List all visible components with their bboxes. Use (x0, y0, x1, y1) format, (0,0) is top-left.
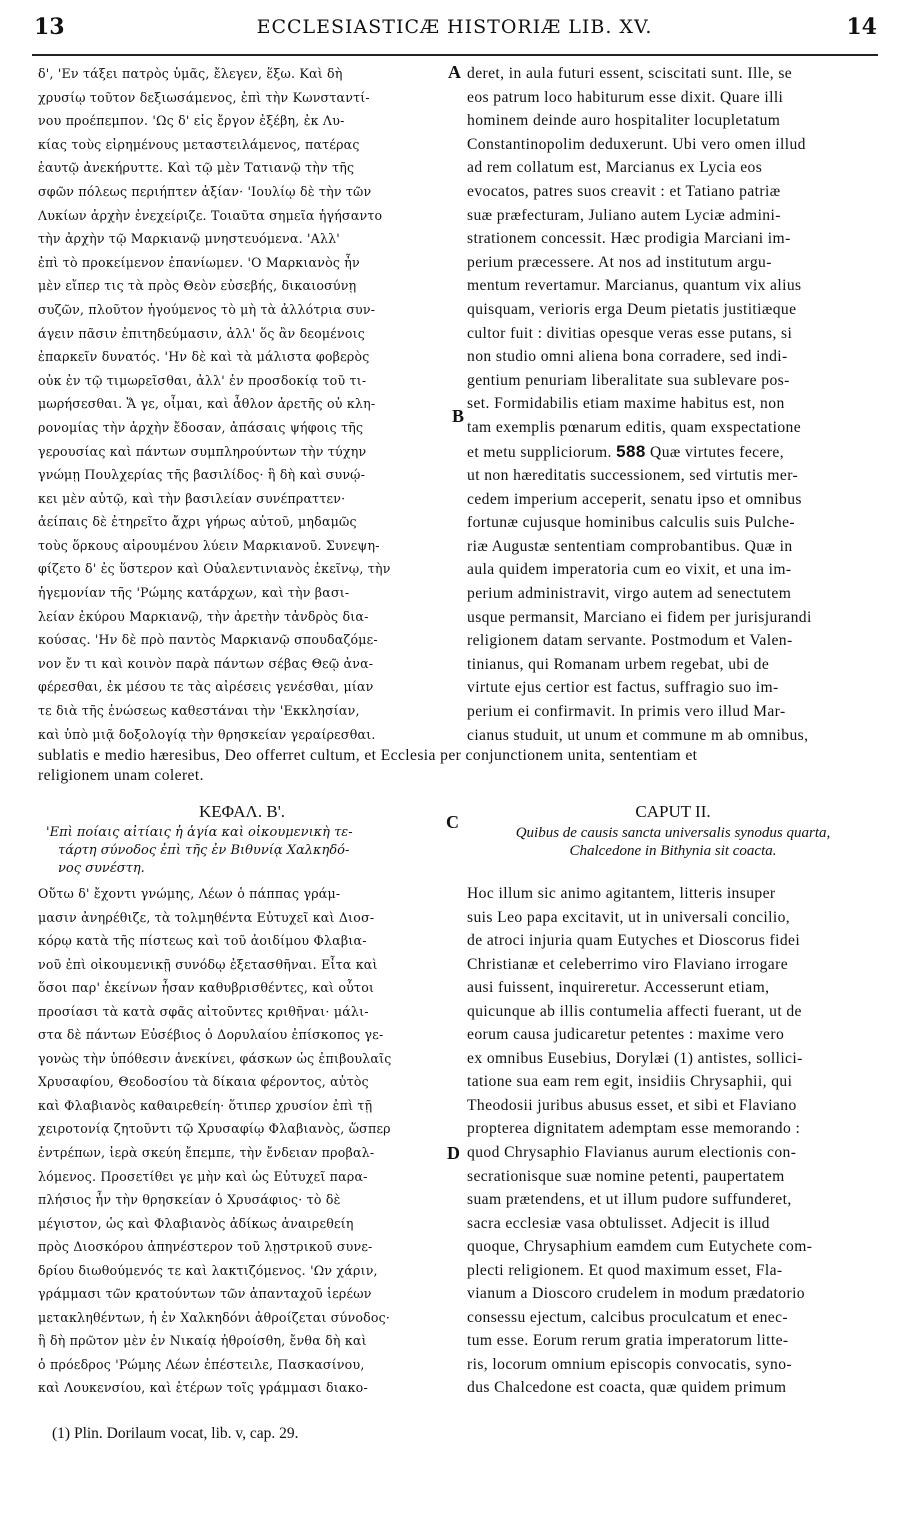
margin-letter-b: B (452, 406, 465, 426)
greek-column-bottom (38, 882, 446, 1400)
latin-text-line: quod Chrysaphio Flavianus aurum electionis con- (467, 1144, 797, 1162)
latin-text-line: dus Chalcedone est coacta, quæ quidem primum (467, 1379, 787, 1397)
greek-text-line: γράμμασι τῶν κρατούντων τῶν ἁπανταχοῦ ἱερέων (38, 1286, 372, 1302)
greek-text-line: λόμενος. Προσετίθει γε μὴν καὶ ὡς Εὐτυχεῖ παρα- (38, 1168, 368, 1184)
greek-column-top (38, 62, 446, 746)
latin-text-line: Christianæ et celeberrimo viro Flaviano irrogare (467, 955, 789, 973)
greek-text-line: οὐκ ἐν τῷ τιμωρεῖσθαι, ἀλλ' ἐν προσδοκίᾳ τοῦ τι- (38, 372, 367, 388)
margin-letter-c: C (446, 812, 459, 832)
margin-letter-d: D (447, 1143, 460, 1163)
latin-text-line: quoque, Chrysaphium eamdem cum Eutychete com- (467, 1238, 813, 1256)
latin-text-line (467, 251, 879, 275)
latin-text: virtute ejus certior est factus, suffragio suo im- (467, 679, 779, 697)
greek-text-line: ἐπὶ τὸ προκείμενον ἐπανίωμεν. 'Ο Μαρκιανὸς ἦν (38, 254, 360, 270)
chapter-subtitle-greek-line: τάρτη σύνοδος ἐπὶ τῆς ἐν Βιθυνίᾳ Χαλκηδό- (58, 843, 350, 858)
latin-text: usque permansit, Marciano ei fidem per jurisjurandi (467, 608, 812, 626)
greek-text-line: κίας τοὺς εἰρημένους μεταστειλάμενος, πατέρας (38, 136, 360, 152)
latin-text-line: de atroci injuria quam Eutyches et Dioscorus fidei (467, 932, 801, 950)
latin-text: perium administravit, virgo autem ad senectutem (467, 585, 792, 603)
greek-text-line: άγειν πᾶσιν ἐπιτηδεύμασιν, ἀλλ' ὅς ἂν δεομένοις (38, 325, 366, 341)
latin-text-line (467, 653, 879, 677)
greek-text-line: νοῦ ἐπὶ οἰκουμενικῇ συνόδῳ ἐξετασθῆναι. Εἶτα καὶ (38, 956, 378, 972)
greek-text-line: Λυκίων ἀρχὴν ἐνεχείριζε. Τοιαῦτα σημεῖα ἡγήσαντο (38, 207, 383, 223)
running-title: ECCLESIASTICÆ HISTORIÆ LIB. XV. (256, 16, 653, 38)
latin-text: suæ præfecturam, Juliano autem Lyciæ admini- (467, 206, 781, 224)
greek-text-line: τοὺς ὅρκους αἰρουμένου λύειν Μαρκιανοῦ. Συνεψη- (38, 537, 380, 553)
greek-text-line: καὶ Φλαβιανὸς καθαιρεθείη· ὅτιπερ χρυσίον ἐπὶ τῇ (38, 1097, 373, 1113)
latin-text-line (467, 676, 879, 700)
latin-text: hominem deinde auro hospitaliter locupletatum (467, 112, 781, 130)
latin-text: Constantinopolim deduxerunt. Ubi vero omen illud (467, 135, 806, 153)
greek-text-line: γερουσίας καὶ πάντων συμπληρούντων τὴν τύχην (38, 443, 367, 459)
latin-text: riæ Augustæ sententiam comprobantibus. Quæ in (467, 537, 793, 555)
latin-text-line: Hoc illum sic animo agitantem, litteris insuper (467, 885, 776, 902)
chapter-subtitle-latin (467, 824, 879, 860)
latin-text: perium præcessere. At nos ad institutum argu- (467, 253, 772, 271)
latin-text-line (467, 606, 879, 630)
latin-text-line: suam prætendens, et ut illum pudore suffunderet, (467, 1191, 792, 1209)
greek-text-line: μωρήσεσθαι. Ἅ γε, οἶμαι, καὶ ἆθλον ἀρετῆς οὐ κλη- (38, 396, 376, 412)
latin-text-line (467, 392, 879, 416)
latin-text-line: plecti religionem. Et quod maximum esset, Fla- (467, 1261, 783, 1279)
latin-text-line (467, 156, 879, 180)
latin-text: cultor fuit : divitias opesque veras esse putans, si (467, 324, 793, 342)
latin-text-line (467, 274, 879, 298)
greek-text-line: συζῶν, πλοῦτον ἡγούμενος τὸ μὴ τὰ ἀλλότρια συν- (38, 301, 376, 317)
latin-column-top (467, 62, 879, 747)
chapter-title-greek: ΚΕΦΑΛ. Β'. (198, 802, 286, 821)
latin-text-line: tatione sua eam rem egit, insidiis Chrysaphii, qui (467, 1073, 793, 1091)
greek-text-line: φίζετο δ' ἐς ὕστερον καὶ Οὐαλεντινιανὸς ἐκεῖνῳ, τὴν (38, 561, 391, 577)
latin-text: gentium penuriam liberalitate sua sublevare pos- (467, 371, 790, 389)
latin-text: cedem imperium acceperit, senatu ipso et omnibus (467, 490, 802, 508)
greek-text-line: δ', 'Εν τάξει πατρὸς ὑμᾶς, ἔλεγεν, ἕξω. Καὶ δὴ (38, 66, 343, 81)
latin-text: aula quidem imperatoria cum eo vixit, et una im- (467, 561, 792, 579)
latin-text-line (467, 558, 879, 582)
latin-text-line (467, 345, 879, 369)
greek-text-line: καὶ Λουκενσίου, καὶ ἑτέρων τοῖς γράμμασι διακο- (38, 1380, 368, 1396)
greek-text-line: προσίασι τὰ κατὰ σφᾶς αἰτοῦντες κριθῆναι· μάλι- (38, 1003, 369, 1019)
greek-text-line: τε διὰ τῆς ἑνώσεως καθεστάναι τὴν 'Εκκλησίαν, (38, 703, 360, 719)
latin-text-line (467, 440, 879, 465)
latin-text: et metu suppliciorum. (467, 443, 612, 461)
latin-text-line (467, 369, 879, 393)
greek-text-line: νον ἔν τι καὶ κοινὸν παρὰ πάντων σέβας Θεῷ ἀνα- (38, 655, 374, 671)
latin-text-line (467, 724, 879, 748)
greek-text-line: νου προέπεμπον. 'Ως δ' εἰς ἔργον ἐξέβη, ἐκ Λυ- (38, 113, 345, 129)
latin-text: perium ei confirmavit. In primis vero illud Mar- (467, 703, 786, 721)
latin-text-line (467, 488, 879, 512)
greek-text-line: καὶ ὑπὸ μιᾷ δοξολογίᾳ τὴν θρησκείαν γεραίρεσθαι. (38, 726, 376, 742)
chapter-heading-latin (467, 802, 879, 860)
latin-text: eos patrum loco habiturum esse dixit. Quare illi (467, 88, 784, 106)
greek-text-line: κόρῳ κατὰ τῆς πίστεως καὶ τοῦ ἀοιδίμου Φλαβια- (38, 933, 367, 949)
greek-text-line: ρονομίας τὴν ἀρχὴν ἔδοσαν, ἁπάσαις ψήφοις τῆς (38, 419, 364, 435)
latin-text: strationem concessit. Hæc prodigia Marciani im- (467, 230, 791, 248)
latin-text-line: sacra ecclesiæ vasa obtulisset. Adjecit is illud (467, 1214, 770, 1232)
greek-text-line: ἑαυτῷ ἀνεκήρυττε. Καὶ τῷ μὲν Τατιανῷ τὴν τῆς (38, 160, 355, 176)
greek-text-line: ἐντρέπων, ἱερὰ σκεύη ἔπεμπε, τὴν ἔνδειαν προβαλ- (38, 1145, 375, 1161)
latin-text: quisquam, verioris erga Deum pietatis justitiæque (467, 300, 797, 318)
latin-text-line: propterea dignitatem ademptam esse memorando : (467, 1120, 801, 1138)
latin-text-line (467, 109, 879, 133)
full-width-line-1: sublatis e medio hæresibus, Deo offerret cultum, et Ecclesia per conjunctionem unita, sententiam et (38, 747, 698, 764)
latin-text-line (467, 180, 879, 204)
full-width-line-2: religionem unam coleret. (38, 767, 204, 784)
latin-column-bottom (467, 882, 879, 1400)
greek-text-line: ἀείπαις δὲ ἐτηρεῖτο ἄχρι γήρως αὐτοῦ, μηδαμῶς (38, 514, 357, 530)
latin-text-line (467, 204, 879, 228)
greek-text-line: ἣ δὴ πρῶτον μὲν ἐν Νικαίᾳ ἠθροίσθη, ἔνθα δὴ καὶ (38, 1333, 367, 1349)
header-rule (32, 54, 878, 56)
latin-text-line (467, 298, 879, 322)
greek-text-line: Χρυσαφίου, Θεοδοσίου τὰ δίκαια φέροντος, αὐτὸς (38, 1074, 369, 1090)
column-number-marker: 588 (616, 441, 646, 461)
latin-text-line: ex omnibus Eusebius, Dorylæi (1) antistes, sollici- (467, 1049, 803, 1067)
greek-text-line: δρίου διωθούμενός τε καὶ λακτιζόμενος. 'Ων χάριν, (38, 1262, 378, 1278)
greek-text-line: πρὸς Διοσκόρου ἀπηνέστερον τοῦ λῃστρικοῦ συνε- (38, 1239, 373, 1255)
latin-text-line (467, 511, 879, 535)
latin-text: cianus studuit, ut unum et commune m ab omnibus, (467, 726, 809, 744)
latin-text: non studio omni aliena bona corradere, sed indi- (467, 348, 788, 366)
running-header (0, 14, 909, 50)
latin-text-line: ris, locorum omnium episcopis convocatis, syno- (467, 1355, 793, 1373)
latin-text: evocatos, patres suos creavit : et Tatiano patriæ (467, 182, 781, 200)
latin-text-line (467, 227, 879, 251)
greek-text-line: χειροτονίᾳ ζητοῦντι τῷ Χρυσαφίῳ Φλαβιανὸς, ὥσπερ (38, 1121, 391, 1137)
greek-text-line: μασιν ἀνηρέθιζε, τὰ τολμηθέντα Εὐτυχεῖ καὶ Διοσ- (38, 909, 375, 925)
greek-text-line: τὴν ἀρχὴν τῷ Μαρκιανῷ μνηστευόμενα. 'Αλλ' (38, 231, 340, 247)
latin-text-line (467, 582, 879, 606)
latin-text-line: tum esse. Eorum rerum gratia imperatorum litte- (467, 1332, 789, 1350)
greek-text-line: μὲν εἴπερ τις τὰ πρὸς Θεὸν εὐσεβής, δικαιοσύνῃ (38, 278, 357, 294)
latin-text-line (467, 86, 879, 110)
greek-text-line: φέρεσθαι, ἐκ μέσου τε τὰς αἱρέσεις γενέσθαι, μίαν (38, 679, 374, 695)
footnote: (1) Plin. Dorilaum vocat, lib. v, cap. 29. (52, 1425, 299, 1442)
greek-text-line: μετακληθέντων, ἡ ἐν Χαλκηδόνι ἀθροίζεται σύνοδος· (38, 1309, 391, 1325)
latin-text: tam exemplis pœnarum editis, quam exspectatione (467, 418, 802, 436)
greek-text-line: γονὼς τὴν ὑπόθεσιν ἀνεκίνει, φάσκων ὡς ἐπιβουλαῖς (38, 1050, 392, 1066)
chapter-subtitle-greek (38, 824, 446, 878)
latin-text-line: eorum causa judicaretur petentes : maxime vero (467, 1026, 785, 1044)
latin-text: ut non hæreditatis successionem, sed virtutis mer- (467, 467, 799, 485)
greek-text-line: ἡγεμονίαν τῆς 'Ρώμης κατάρχων, καὶ τὴν βασι- (38, 585, 350, 601)
greek-text-line: μέγιστον, ὡς καὶ Φλαβιανὸς ἀδίκως ἀναιρεθείη (38, 1215, 354, 1231)
greek-text-line: σφῶν πόλεως περιήπτεν ἀξίαν· 'Ιουλίῳ δὲ τὴν τῶν (38, 183, 372, 199)
latin-text: ad rem collatum est, Marcianus ex Lycia eos (467, 159, 763, 177)
chapter-title-latin: CAPUT II. (635, 802, 711, 821)
greek-text-line: κει μὲν αὐτῷ, καὶ τὴν βασιλείαν συνέπραττεν· (38, 490, 346, 506)
chapter-subtitle-latin-line: Chalcedone in Bithynia sit coacta. (569, 843, 777, 859)
chapter-subtitle-greek-line: 'Επὶ ποίαις αἰτίαις ἡ ἁγία καὶ οἰκουμενικὴ τε- (46, 825, 353, 840)
latin-text-line (467, 322, 879, 346)
latin-text-line (467, 464, 879, 488)
latin-text-line: quicunque ab illis contumelia affecti fuerant, ut de (467, 1002, 802, 1020)
latin-text-line (467, 133, 879, 157)
greek-text-line: στα δὲ πάντων Εὐσέβιος ὁ Δορυλαίου ἐπίσκοπος γε- (38, 1027, 384, 1043)
latin-text-line (467, 629, 879, 653)
greek-text-line: χρυσίῳ τοῦτον δεξιωσάμενος, ἐπὶ τὴν Κωνσταντί- (38, 89, 370, 105)
latin-text: deret, in aula futuri essent, sciscitati sunt. Ille, se (467, 65, 793, 82)
latin-text-line (467, 535, 879, 559)
chapter-heading-greek (38, 802, 446, 878)
latin-text-line: vianum a Dioscoro crudelem in modum prædatorio (467, 1285, 806, 1303)
greek-text-line: ἐπαρκεῖν δυνατός. 'Ην δὲ καὶ τὰ μάλιστα φοβερὸς (38, 349, 370, 365)
latin-text: fortunæ cujusque hominibus calculis suis Pulche- (467, 514, 796, 532)
greek-text-line: κούσας. 'Ην δὲ πρὸ παντὸς Μαρκιανῷ σπουδαζόμε- (38, 632, 378, 648)
latin-text-line: ausi fuissent, inquireretur. Accesserunt etiam, (467, 979, 770, 997)
latin-text-line: suis Leo papa excitavit, ut in universali concilio, (467, 908, 791, 926)
greek-text-line: λείαν ἐκύρου Μαρκιανῷ, τὴν ἀρετὴν τἀνδρὸς δια- (38, 608, 369, 624)
greek-text-line: ὅσοι παρ' ἐκείνων ἦσαν καθυβρισθέντες, καὶ οὗτοι (38, 980, 375, 996)
latin-text-line (467, 62, 879, 86)
page-number-right: 14 (846, 14, 877, 40)
margin-letter-a: A (448, 62, 461, 82)
page-number-left: 13 (34, 14, 65, 40)
latin-text: religionem datam servante. Postmodum et Valen- (467, 632, 793, 650)
greek-text-line: Οὕτω δ' ἔχοντι γνώμης, Λέων ὁ πάππας γράμ- (38, 886, 341, 901)
latin-text: set. Formidabilis etiam maxime habitus est, non (467, 395, 785, 413)
latin-text-line: Theodosii juribus abusus esset, et sibi et Flaviano (467, 1096, 797, 1114)
latin-text-line: consessu ejectum, calcibus proculcatum et enec- (467, 1308, 789, 1326)
latin-text-line (467, 416, 879, 440)
greek-text-line: ὁ πρόεδρος 'Ρώμης Λέων ἐπέστειλε, Πασκασίνου, (38, 1356, 365, 1372)
latin-text: tinianus, qui Romanam urbem regebat, ubi de (467, 655, 770, 673)
latin-text: mentum revertamur. Marcianus, quantum vix alius (467, 277, 802, 295)
greek-text-line: πλήσιος ἦν τὴν θρησκείαν ὁ Χρυσάφιος· τὸ δὲ (38, 1192, 341, 1208)
latin-text-line: secrationisque suæ nomine petenti, paupertatem (467, 1167, 785, 1185)
greek-text-line: γνώμῃ Πουλχερίας τῆς βασιλίδος· ἣ δὴ καὶ συνῴ- (38, 467, 366, 483)
latin-text: Quæ virtutes fecere, (650, 443, 785, 461)
chapter-subtitle-greek-line: νος συνέστη. (58, 861, 145, 876)
chapter-subtitle-latin-line: Quibus de causis sancta universalis synodus quarta, (515, 825, 831, 841)
latin-text-line (467, 700, 879, 724)
